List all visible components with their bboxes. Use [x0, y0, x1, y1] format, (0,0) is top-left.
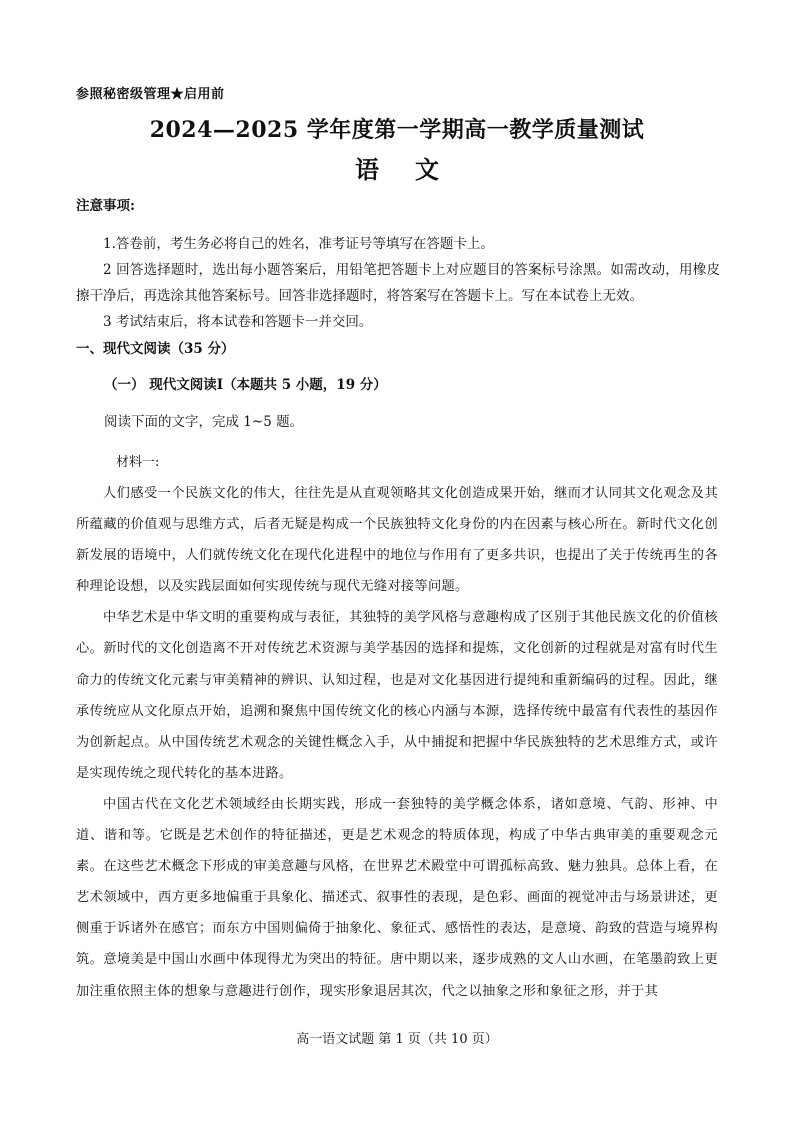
passage-body [76, 478, 718, 1007]
passage-paragraph-2: 中华艺术是中华文明的重要构成与表征，其独特的美学风格与意趣构成了区别于其他民族文化的价值核心。新时代的文化创造离不开对传统艺术资源与美学基因的选择和提炼，文化创新的过程就是对富有时代生命力的传统文化元素与审美精神的辨识、认知过程，也是对文化基因进行提纯和重新编码的过程。因此，继承传统应从文化原点开始，追溯和聚焦中国传统文化的核心内涵与本源，选择传统中最富有代表性的基因作为创新起点。从中国传统艺术观念的关键性概念入手，从中捕捉和把握中华民族独特的艺术思维方式，或许是实现传统之现代转化的基本进路。 [76, 610, 718, 781]
passage-paragraph-3: 中国古代在文化艺术领域经由长期实践，形成一套独特的美学概念体系，诸如意境、气韵、形神、中道、谐和等。它既是艺术创作的特征描述，更是艺术观念的特质体现，构成了中华古典审美的重要观念元素。在这些艺术概念下形成的审美意趣与风格，在世界艺术殿堂中可谓孤标高致、魅力独具。总体上看，在艺术领域中，西方更多地偏重于具象化、描述式、叙事性的表现，是色彩、画面的视觉冲击与场景讲述，更侧重于诉诸外在感官；而东方中国则偏倚于抽象化、象征式、感悟性的表达，是意境、韵致的营造与境界构筑。意境美是中国山水画中体现得尤为突出的特征。唐中期以来，逐步成熟的文人山水画，在笔墨韵致上更加注重依照主体的想象与意趣进行创作，现实形象退居其次，代之以抽象之形和象征之形，并于其 [76, 796, 718, 999]
notice-item-3: 3 考试结束后，将本试卷和答题卡一并交回。 [103, 314, 373, 330]
section-title: 一、现代文阅读（35 分） [76, 341, 235, 357]
subsection-title: （一） 现代文阅读Ⅰ（本题共 5 小题，19 分） [104, 377, 387, 393]
material-label: 材料一: [116, 455, 160, 470]
notice-heading: 注意事项: [76, 198, 135, 214]
subject-title: 语文 [355, 155, 475, 184]
notice-item-2: 2 回答选择题时，选出每小题答案后，用铅笔把答题卡上对应题目的答案标号涂黑。如需改动，用橡皮擦干净后，再选涂其他答案标号。回答非选择题时，将答案写在答题卡上。写在本试卷上无效。 [76, 262, 720, 304]
exam-title: 2024—2025 学年度第一学期高一教学质量测试 [149, 117, 645, 143]
reading-instruction: 阅读下面的文字，完成 1~5 题。 [104, 414, 304, 430]
page-footer: 高一语文试题 第 1 页（共 10 页） [296, 1032, 498, 1047]
passage-paragraph-1: 人们感受一个民族文化的伟大，往往先是从直观领略其文化创造成果开始，继而才认同其文化观念及其所蕴藏的价值观与思维方式，后者无疑是构成一个民族独特文化身份的内在因素与核心所在。新时代文化创新发展的语境中，人们就传统文化在现代化进程中的地位与作用有了更多共识，也提出了关于传统再生的各种理论设想，以及实践层面如何实现传统与现代无缝对接等问题。 [76, 486, 718, 595]
notice-item-1: 1.答卷前，考生务必将自己的姓名，准考证号等填写在答题卡上。 [103, 236, 494, 252]
secret-level-label: 参照秘密级管理★启用前 [76, 87, 225, 102]
notice-list [76, 231, 720, 335]
